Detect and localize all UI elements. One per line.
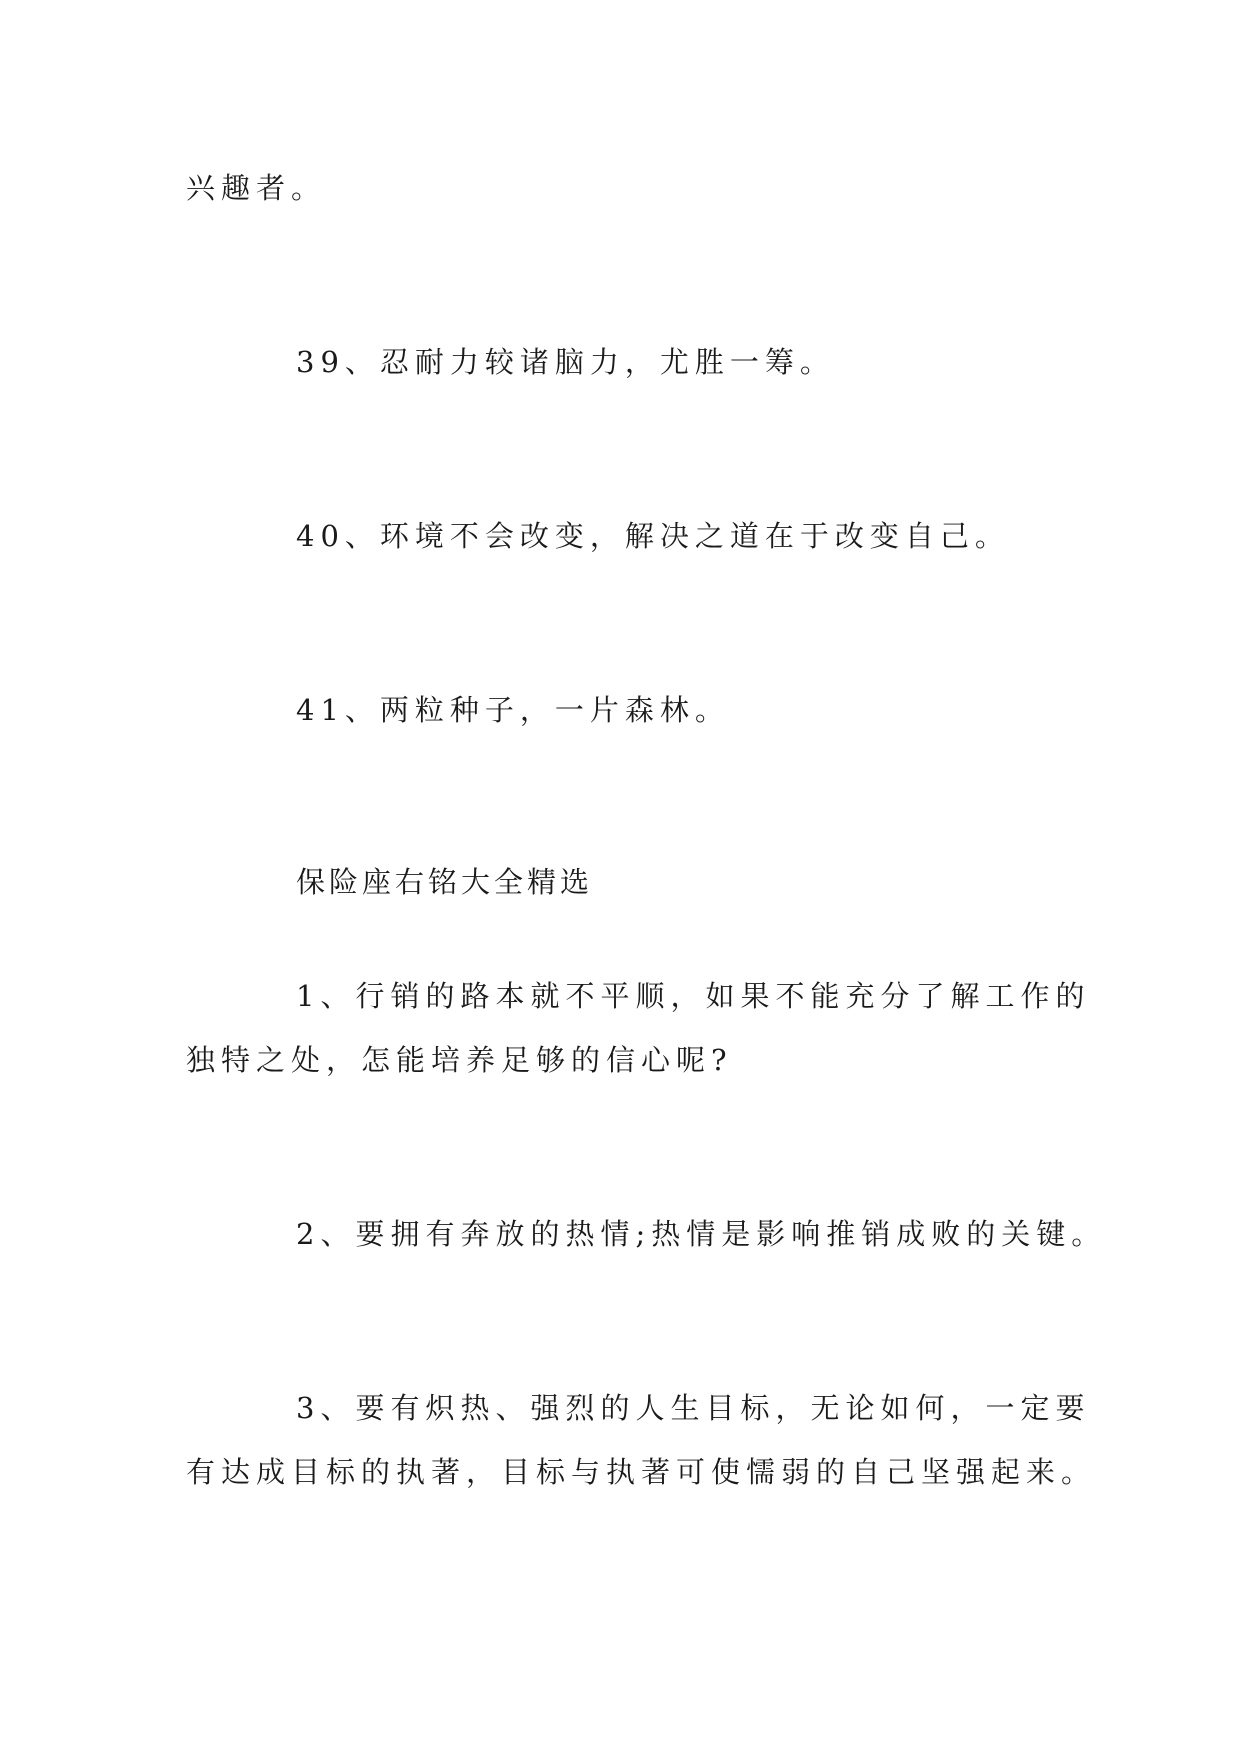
list-item-3-line-2: 有达成目标的执著，目标与执著可使懦弱的自己坚强起来。 (186, 1455, 1097, 1489)
list-item-41: 41、两粒种子，一片森林。 (296, 693, 730, 727)
list-item-3-line-1: 3、要有炽热、强烈的人生目标，无论如何，一定要 (296, 1391, 1091, 1425)
list-item-40: 40、环境不会改变，解决之道在于改变自己。 (296, 519, 1010, 553)
continuation-text: 兴趣者。 (186, 171, 327, 205)
list-item-1-line-1: 1、行销的路本就不平顺，如果不能充分了解工作的 (296, 979, 1091, 1013)
list-item-1-line-2: 独特之处，怎能培养足够的信心呢? (186, 1043, 733, 1077)
list-item-39: 39、忍耐力较诸脑力，尤胜一筹。 (296, 345, 835, 379)
section-heading: 保险座右铭大全精选 (296, 865, 594, 899)
list-item-2: 2、要拥有奔放的热情;热情是影响推销成败的关键。 (296, 1217, 1107, 1251)
